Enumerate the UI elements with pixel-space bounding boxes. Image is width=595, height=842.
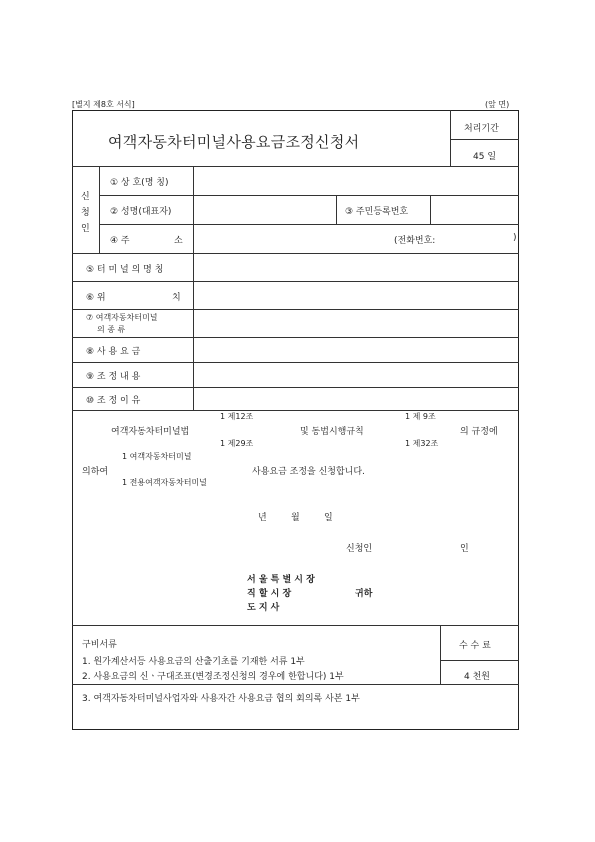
rule-article-option: 1 제32조	[405, 439, 439, 448]
fee-field[interactable]	[195, 339, 517, 361]
rule	[72, 387, 519, 388]
rule	[72, 281, 519, 282]
law-name: 여객자동차터미널법	[111, 427, 190, 437]
trade-name-label: ① 상 호(명 칭)	[110, 178, 169, 188]
rule	[99, 166, 100, 253]
date-month: 월	[291, 513, 300, 523]
terminal-type-option: 1 여객자동차터미널	[122, 452, 192, 461]
date-year: 년	[258, 513, 267, 523]
address-field[interactable]	[195, 226, 385, 252]
seal-mark: 인	[460, 544, 469, 554]
rule-article-option: 1 제 9조	[405, 412, 436, 421]
terminal-name-label: ⑤ 터 미 널 의 명 칭	[86, 265, 164, 275]
page-side: (앞 면)	[485, 100, 510, 109]
fee-amount-value: 4 천원	[464, 672, 490, 682]
terminal-type-label-line1: ⑦ 여객자동차터미널	[86, 313, 158, 322]
rule	[72, 337, 519, 338]
name-label: ② 성명(대표자)	[110, 207, 172, 217]
applicant-group-char: 인	[81, 224, 90, 234]
request-text: 사용요금 조정을 신청합니다.	[252, 467, 365, 477]
trade-name-field[interactable]	[195, 168, 517, 194]
date-day: 일	[324, 513, 333, 523]
recipient-suffix: 귀하	[355, 589, 373, 599]
law-article-option: 1 제12조	[220, 412, 254, 421]
resident-number-label: ③ 주민등록번호	[345, 207, 409, 217]
location-label-char: 치	[172, 293, 181, 303]
terminal-type-option: 1 전용여객자동차터미널	[122, 478, 207, 487]
attachment-item: 1. 원가계산서등 사용요금의 산출기초를 기재한 서류 1부	[82, 657, 305, 667]
terminal-type-label-line2: 의 종 류	[97, 325, 126, 334]
name-field[interactable]	[195, 197, 335, 223]
rule	[72, 362, 519, 363]
processing-period: 45 일	[473, 152, 497, 162]
rule	[72, 253, 519, 254]
according-text: 의하여	[82, 467, 109, 477]
attachment-item: 3. 여객자동차터미널사업자와 사용자간 사용요금 협의 회의록 사본 1부	[82, 694, 360, 704]
phone-open: (전화번호:	[394, 236, 436, 246]
location-field[interactable]	[195, 283, 517, 308]
adjust-reason-label: ⑩ 조 정 이 유	[86, 396, 141, 406]
rule	[99, 224, 519, 225]
applicant-group-char: 신	[81, 192, 90, 202]
rule	[440, 660, 519, 661]
fee-amount-label: 수 수 료	[459, 641, 491, 651]
law-article-option: 1 제29조	[220, 439, 254, 448]
rule	[72, 625, 519, 626]
rule	[450, 139, 519, 140]
rule	[430, 195, 431, 224]
phone-close: )	[513, 233, 517, 243]
recipient-line: 직 할 시 장	[247, 589, 292, 599]
applicant-group-char: 청	[81, 208, 90, 218]
rule	[72, 309, 519, 310]
rule	[72, 166, 519, 167]
adjust-content-field[interactable]	[195, 364, 517, 386]
rule	[440, 625, 441, 684]
resident-number-field[interactable]	[432, 197, 517, 223]
rule	[99, 195, 519, 196]
rule	[450, 110, 451, 166]
rule	[336, 195, 337, 224]
rule	[193, 166, 194, 410]
adjust-reason-field[interactable]	[195, 389, 517, 409]
rule	[72, 410, 519, 411]
applicant-signature-label: 신청인	[346, 544, 373, 554]
form-number: [별지 제8호 서식]	[72, 100, 135, 109]
form-title: 여객자동차터미널사용요금조정신청서	[108, 133, 360, 151]
attachments-title: 구비서류	[82, 640, 117, 650]
and-same-rule: 및 동법시행규칙	[300, 427, 364, 437]
terminal-name-field[interactable]	[195, 255, 517, 280]
address-label-num: ④ 주	[110, 236, 130, 246]
recipient-line: 도 지 사	[247, 603, 280, 613]
address-label-char: 소	[174, 236, 183, 246]
rule	[72, 684, 519, 685]
location-label-num: ⑥ 위	[86, 293, 106, 303]
attachment-item: 2. 사용요금의 신ㆍ구대조표(변경조정신청의 경우에 한합니다) 1부	[82, 672, 344, 682]
adjust-content-label: ⑨ 조 정 내 용	[86, 372, 141, 382]
fee-label: ⑧ 사 용 요 금	[86, 347, 141, 357]
provision-text: 의 규정에	[460, 427, 498, 437]
processing-label: 처리기간	[464, 124, 499, 134]
terminal-type-field[interactable]	[195, 311, 517, 336]
recipient-line: 서 울 특 별 시 장	[247, 575, 315, 585]
